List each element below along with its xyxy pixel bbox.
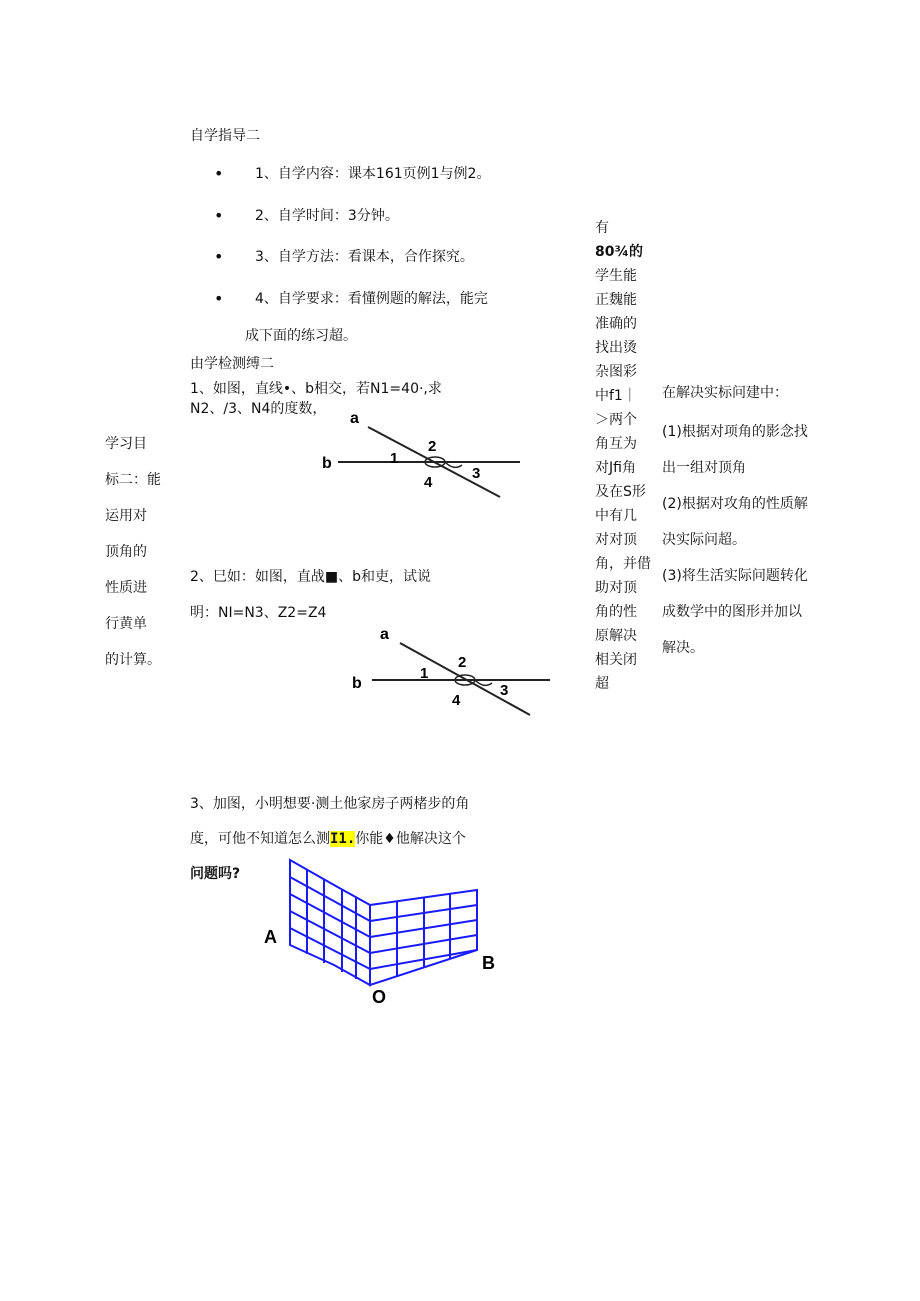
notes-line: (3)将生活实际问题转化: [662, 568, 808, 584]
q1-line1: 1、如图，直线•、b相交，若N1=40·,求: [190, 381, 442, 397]
label-b: b: [352, 675, 362, 692]
q2-line1: 2、巳如：如图，直战■、b和吏，试说: [190, 569, 432, 585]
notes-line: 出一组对顶角: [662, 460, 746, 476]
q3-highlight: I1.: [330, 831, 356, 847]
stats-line: 对Jfi角: [595, 460, 636, 476]
label-a: a: [350, 410, 359, 427]
goal-line: 顶角的: [105, 544, 147, 560]
label-O: O: [372, 987, 387, 1005]
q3-line2: [190, 830, 466, 848]
notes-line: 解决。: [662, 640, 704, 656]
q2-line2: 明：NI=N3、Z2=Z4: [190, 605, 327, 621]
bullet-dot: •: [214, 164, 224, 183]
stats-line: 助对顶: [595, 580, 637, 596]
q1-line2: N2、/3、N4的度数，: [190, 401, 327, 417]
stair-wall-figure: [262, 855, 512, 1005]
stats-line: 80¾的: [595, 244, 643, 260]
label-2: 2: [458, 654, 467, 671]
stats-line: 中f1｜: [595, 388, 637, 404]
intersecting-lines-figure-2: [350, 625, 555, 720]
label-1: 1: [390, 450, 399, 467]
notes-line: (2)根据对攻角的性质解: [662, 496, 808, 512]
q3-text: 你能♦他解决这个: [355, 831, 466, 847]
label-1: 1: [420, 665, 429, 682]
q3-text: 度，可他不知道怎么测: [190, 831, 330, 847]
guide-item-4-cont: 成下面的练习超。: [245, 328, 357, 344]
label-2: 2: [428, 438, 437, 455]
guide-title: 自学指导二: [190, 128, 260, 144]
stats-line: 学生能: [595, 268, 637, 284]
goal-line: 行黄单: [105, 616, 147, 632]
notes-line: (1)根据对项角的影念找: [662, 424, 808, 440]
label-B: B: [482, 953, 495, 973]
guide-item-1: 1、自学内容：课本161页例1与例2。: [255, 166, 491, 182]
check-title: 由学检测缚二: [190, 356, 274, 372]
stats-line: 及在S形: [595, 484, 646, 500]
notes-title: 在解决实标问建中：: [662, 385, 788, 401]
notes-line: 成数学中的图形并加以: [662, 604, 802, 620]
stats-line: 杂图彩: [595, 364, 637, 380]
goal-line: 的计算。: [105, 652, 161, 668]
learning-goal-column: [105, 426, 161, 678]
notes-line: 决实际问超。: [662, 532, 746, 548]
label-A: A: [264, 927, 277, 947]
stats-line: 相关闭: [595, 652, 637, 668]
stats-line: 有: [595, 220, 609, 236]
goal-line: 标二：能: [105, 472, 161, 488]
bullet-dot: •: [214, 289, 224, 308]
label-3: 3: [472, 465, 481, 482]
label-3: 3: [500, 682, 509, 699]
stats-line: 准确的: [595, 316, 637, 332]
q3-line3: 问题吗?: [190, 866, 241, 882]
notes-column: [662, 414, 808, 666]
stats-line: 原解决: [595, 628, 637, 644]
label-a: a: [380, 626, 389, 643]
stats-line: 中有几: [595, 508, 637, 524]
label-4: 4: [452, 692, 461, 709]
stats-line: 正魏能: [595, 292, 637, 308]
goal-line: 学习目: [105, 436, 147, 452]
stats-line: 超: [595, 676, 609, 692]
label-4: 4: [424, 474, 433, 491]
guide-item-3: 3、自学方法：看课本，合作探究。: [255, 249, 474, 265]
bullet-dot: •: [214, 206, 224, 225]
stats-line: 角互为: [595, 436, 637, 452]
stats-line: 角的性: [595, 604, 637, 620]
stats-line: 角，并借: [595, 556, 651, 572]
stats-line: ＞两个: [595, 412, 637, 428]
label-b: b: [322, 455, 332, 472]
stats-line: 找出烫: [595, 340, 637, 356]
guide-item-4: 4、自学要求：看懂例题的解法，能完: [255, 291, 488, 307]
intersecting-lines-figure-1: [320, 405, 530, 500]
stats-line: 对对顶: [595, 532, 637, 548]
stats-column: [595, 216, 651, 696]
guide-item-2: 2、自学时间：3分钟。: [255, 208, 399, 224]
goal-line: 性质进: [105, 580, 147, 596]
q3-line1: 3、加图，小明想要·测土他家房子两楮步的角: [190, 796, 470, 812]
goal-line: 运用对: [105, 508, 147, 524]
bullet-dot: •: [214, 247, 224, 266]
